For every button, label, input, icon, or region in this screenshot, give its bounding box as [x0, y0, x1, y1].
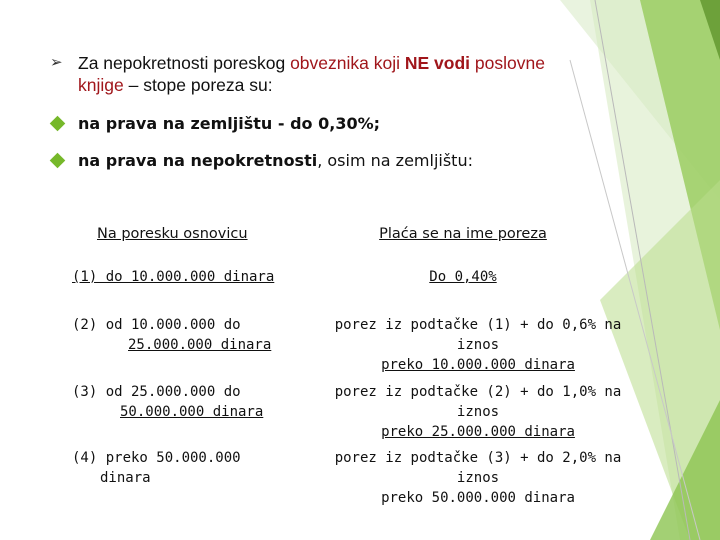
bullet-item-3: [48, 149, 648, 172]
header-tax-paid: Plaća se na ime poreza: [379, 226, 547, 242]
row-4-base-line2: dinara: [100, 470, 151, 486]
bullet-item-2: [48, 112, 648, 135]
arrow-bullet-icon: ➢: [50, 54, 63, 71]
bullet-text-red: poslovne: [470, 53, 545, 73]
row-3-rate-line2: preko 25.000.000 dinara: [381, 424, 575, 440]
row-4-rate-line2: preko 50.000.000 dinara: [381, 490, 575, 506]
row-2-base-line2: 25.000.000 dinara: [128, 337, 272, 353]
row-1-rate: Do 0,40%: [429, 269, 497, 285]
bullet-text: Za nepokretnosti poreskog: [78, 53, 291, 73]
diamond-bullet-icon: [50, 153, 66, 169]
row-1-base: (1) do 10.000.000 dinara: [72, 269, 275, 285]
bullet-text: , osim na zemljištu:: [317, 151, 473, 170]
row-4-rate: [313, 448, 643, 508]
row-2-rate-line2: preko 10.000.000 dinara: [381, 357, 575, 373]
row-2-rate: [313, 315, 643, 375]
bullet-text-red: obveznika koji: [290, 53, 405, 73]
row-3-base-line2: 50.000.000 dinara: [120, 404, 264, 420]
row-3-base-line1: (3) od 25.000.000 do: [72, 384, 241, 400]
row-3-rate: [313, 382, 643, 442]
bullet-list: [48, 52, 648, 172]
row-4-base: [72, 448, 241, 488]
bullet-text-bold: na prava na nepokretnosti: [78, 151, 318, 170]
row-2-base: [72, 315, 271, 355]
header-tax-base: Na poresku osnovicu: [97, 226, 248, 242]
bullet-text-emphasis: NE vodi: [404, 53, 471, 73]
diamond-bullet-icon: [50, 116, 66, 132]
row-4-rate-line1: porez iz podtačke (3) + do 2,0% na iznos: [334, 450, 622, 486]
bullet-item-1: [48, 52, 648, 96]
bullet-text: na prava na zemljištu - do 0,30%;: [78, 114, 381, 133]
bullet-text-red: knjige: [78, 75, 124, 95]
row-2-rate-line1: porez iz podtačke (1) + do 0,6% na iznos: [334, 317, 622, 353]
row-2-base-line1: (2) od 10.000.000 do: [72, 317, 241, 333]
row-3-rate-line1: porez iz podtačke (2) + do 1,0% na iznos: [334, 384, 622, 420]
row-4-base-line1: (4) preko 50.000.000: [72, 450, 241, 466]
row-3-base: [72, 382, 263, 422]
bullet-text: – stope poreza su:: [123, 75, 273, 95]
